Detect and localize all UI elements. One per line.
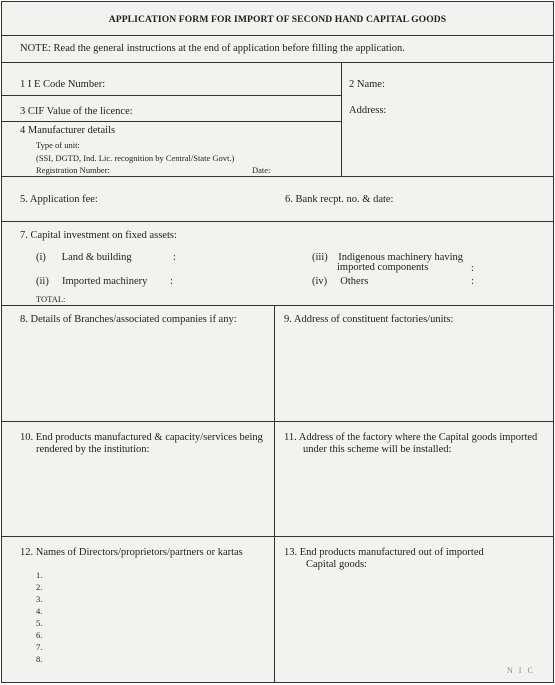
rule-f8 (1, 421, 554, 422)
footer-mark: N I C (507, 666, 535, 675)
field-end-products-label: 10. End products manufactured & capacity/services being (20, 432, 263, 443)
director-item-3: 3. (36, 594, 43, 604)
field-ie-code-label: 1 I E Code Number: (20, 79, 106, 90)
rule-f4 (1, 176, 554, 177)
indigenous-machinery-label: (iii) Indigenous machinery having (312, 252, 464, 263)
field-name-label: 2 Name: (349, 79, 385, 90)
field-address-label: Address: (349, 105, 387, 116)
border-bottom (1, 682, 554, 683)
indigenous-machinery-colon: : (471, 263, 474, 274)
field-branches-label: 8. Details of Branches/associated companies if any: (20, 314, 237, 325)
type-of-unit-label: Type of unit: (36, 140, 80, 150)
land-building-label: (i) Land & building (36, 252, 132, 263)
registration-number-label: Registration Number: (36, 165, 110, 175)
field-factory-address-label-2: under this scheme will be installed: (303, 444, 452, 455)
divider-name-col (341, 62, 342, 177)
field-factory-address-label: 11. Address of the factory where the Capital goods imported (284, 432, 538, 443)
rule-f1 (1, 95, 341, 96)
director-item-1: 1. (36, 570, 43, 580)
rule-f5 (1, 221, 554, 222)
field-end-products-label-2: rendered by the institution: (36, 444, 150, 455)
total-label: TOTAL: (36, 294, 66, 304)
others-label: (iv) Others (312, 276, 369, 287)
field-capital-investment-label: 7. Capital investment on fixed assets: (20, 230, 177, 241)
rule-f7 (1, 305, 554, 306)
type-of-unit-note: (SSI, DGTD, Ind. Lic. recognition by Central/State Govt.) (36, 153, 235, 163)
rule-note (1, 62, 554, 63)
director-item-4: 4. (36, 606, 43, 616)
border-left (1, 1, 2, 683)
field-end-products-imported-label-2: Capital goods: (306, 559, 367, 570)
imported-machinery-colon: : (170, 276, 173, 287)
divider-lower-col (274, 305, 275, 683)
field-end-products-imported-label: 13. End products manufactured out of imported (284, 547, 484, 558)
others-colon: : (471, 276, 474, 287)
rule-title (1, 35, 554, 36)
field-directors-label: 12. Names of Directors/proprietors/partners or kartas (20, 547, 243, 558)
border-top (1, 1, 554, 2)
form-title: APPLICATION FORM FOR IMPORT OF SECOND HAND CAPITAL GOODS (108, 14, 447, 25)
director-item-6: 6. (36, 630, 43, 640)
director-item-7: 7. (36, 642, 43, 652)
rule-f10 (1, 536, 554, 537)
field-cif-value-label: 3 CIF Value of the licence: (20, 106, 133, 117)
note: NOTE: Read the general instructions at the end of application before filling the application. (20, 43, 405, 54)
field-manufacturer-label: 4 Manufacturer details (20, 125, 116, 136)
application-form (1, 1, 554, 683)
field-application-fee-label: 5. Application fee: (20, 194, 98, 205)
director-item-5: 5. (36, 618, 43, 628)
rule-f3 (1, 121, 341, 122)
field-bank-receipt-label: 6. Bank recpt. no. & date: (285, 194, 394, 205)
field-constituent-factories-label: 9. Address of constituent factories/units: (284, 314, 454, 325)
director-item-2: 2. (36, 582, 43, 592)
land-building-colon: : (173, 252, 176, 263)
border-right (553, 1, 554, 683)
imported-machinery-label: (ii) Imported machinery (36, 276, 148, 287)
registration-date-label: Date: (252, 165, 271, 175)
director-item-8: 8. (36, 654, 43, 664)
indigenous-machinery-label-2: imported components (337, 262, 429, 273)
